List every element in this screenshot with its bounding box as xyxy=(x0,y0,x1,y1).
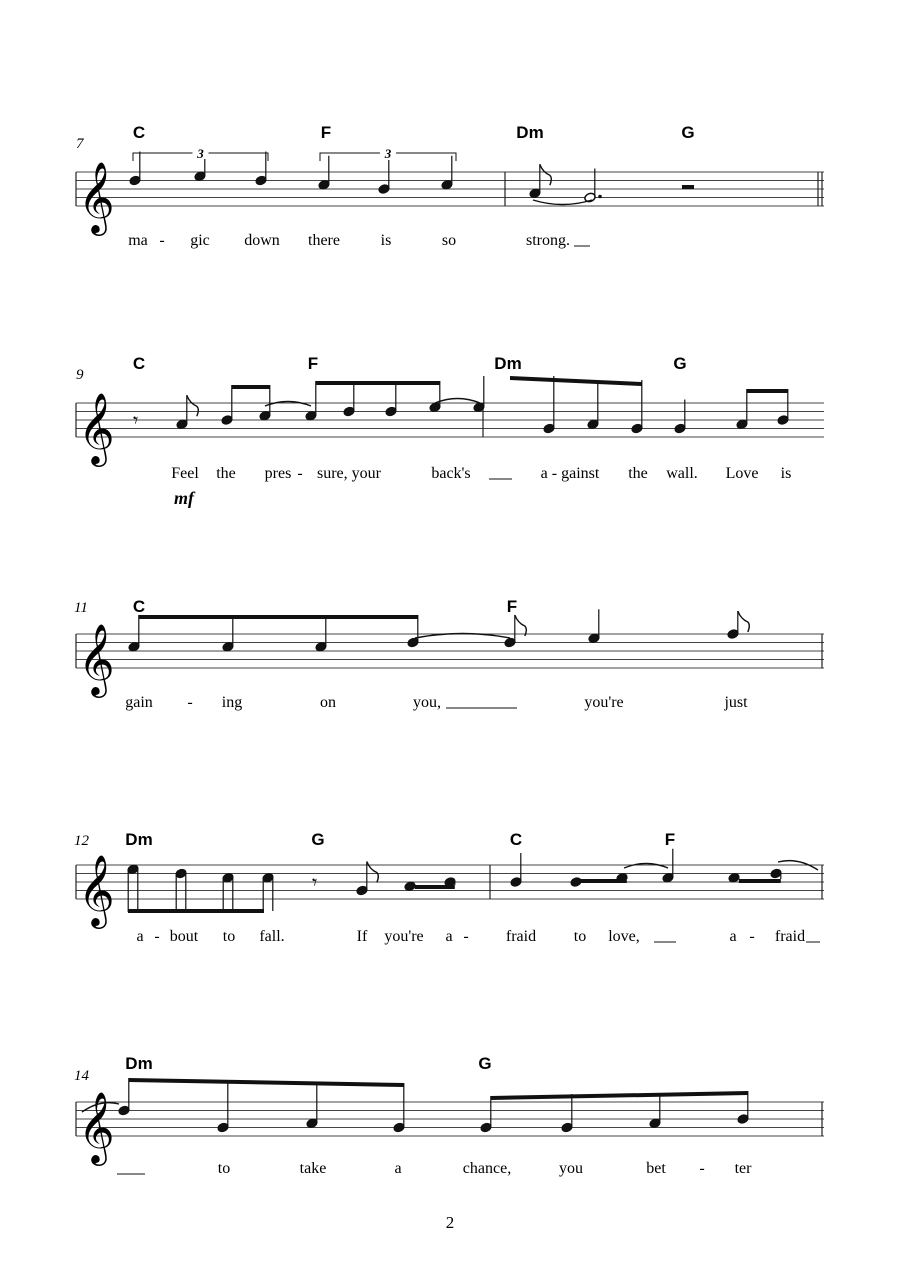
lyric-syllable: - xyxy=(297,465,303,482)
eighth-rest: 𝄾 xyxy=(312,870,318,894)
lyric-syllable: on xyxy=(320,694,336,711)
dynamic-marking: mf xyxy=(174,488,194,508)
lyric-syllable: sure, your xyxy=(317,465,381,482)
chord-symbol: F xyxy=(320,123,332,142)
lyric-syllable: strong. xyxy=(526,232,570,249)
lyric-syllable: the xyxy=(628,465,648,482)
lyric-syllable: is xyxy=(780,465,792,482)
lyric-syllable: the xyxy=(216,465,236,482)
lyric-syllable: fall. xyxy=(259,928,285,945)
treble-clef: 𝄞 xyxy=(78,853,115,926)
lyric-syllable: - xyxy=(699,1160,705,1177)
lyric-syllable: - xyxy=(154,928,160,945)
lyric-syllable: you're xyxy=(584,694,624,711)
chord-symbol: G xyxy=(311,830,325,849)
lyric-syllable: pres xyxy=(264,465,292,482)
lyric-syllable: Feel xyxy=(171,465,199,482)
note-beam xyxy=(747,389,788,393)
chord-symbol: C xyxy=(509,830,523,849)
lyric-syllable: wall. xyxy=(666,465,698,482)
chord-symbol: F xyxy=(307,354,319,373)
treble-clef: 𝄞 xyxy=(78,391,115,464)
lyric-syllable: - xyxy=(187,694,193,711)
treble-clef: 𝄞 xyxy=(78,622,115,695)
measure-number: 11 xyxy=(74,600,88,616)
lyric-syllable: to xyxy=(222,928,236,945)
note-beam xyxy=(129,1078,404,1087)
lyric-syllable: a xyxy=(445,928,453,945)
lyric-syllable: a xyxy=(394,1160,402,1177)
chord-symbol: C xyxy=(132,354,146,373)
lyric-syllable: to xyxy=(217,1160,231,1177)
note-beam xyxy=(139,615,418,619)
tie xyxy=(265,402,311,407)
chord-symbol: C xyxy=(132,123,146,142)
tie xyxy=(533,200,592,205)
chord-symbol: G xyxy=(478,1054,492,1073)
chord-symbol: G xyxy=(673,354,687,373)
lyric-syllable: ing xyxy=(221,694,243,711)
tie xyxy=(435,399,480,404)
lyric-syllable: there xyxy=(308,232,340,249)
lyric-syllable: chance, xyxy=(462,1160,512,1177)
lyric-syllable: - xyxy=(159,232,165,249)
lyric-syllable: fraid xyxy=(774,928,806,945)
lyric-syllable: a xyxy=(729,928,737,945)
note-beam xyxy=(491,1091,748,1100)
lyric-syllable: gain xyxy=(125,694,153,711)
page-number: 2 xyxy=(445,1213,455,1232)
lyric-syllable: ter xyxy=(734,1160,752,1177)
lyric-syllable: ma xyxy=(128,232,148,249)
notation xyxy=(82,147,822,1136)
lyric-syllable: just xyxy=(724,694,748,711)
lyric-syllable: you, xyxy=(413,694,441,711)
lyric-syllable: so xyxy=(441,232,457,249)
measure-number: 7 xyxy=(76,136,84,152)
measure-number: 12 xyxy=(74,833,89,849)
chord-symbol: Dm xyxy=(125,1054,153,1073)
lyric-syllable: - xyxy=(463,928,469,945)
tie xyxy=(624,864,668,869)
note-beam xyxy=(415,885,455,889)
note-beam xyxy=(316,381,440,385)
note-beam xyxy=(128,909,264,913)
lyric-syllable: you xyxy=(559,1160,583,1177)
lyric-syllable: If xyxy=(356,928,368,945)
chord-symbol: Dm xyxy=(125,830,153,849)
treble-clef: 𝄞 xyxy=(78,160,115,233)
lyric-syllable: back's xyxy=(431,465,471,482)
lyric-syllable: you're xyxy=(384,928,424,945)
lyric-syllable: - xyxy=(749,928,755,945)
lyric-syllable: to xyxy=(573,928,587,945)
half-rest xyxy=(682,185,694,189)
chord-symbol: Dm xyxy=(494,354,522,373)
treble-clef: 𝄞 xyxy=(78,1090,115,1163)
labels xyxy=(74,123,820,1177)
lyric-syllable: a xyxy=(136,928,144,945)
lyric-syllable: is xyxy=(380,232,392,249)
note-beam xyxy=(581,879,627,883)
chord-symbol: C xyxy=(132,597,146,616)
eighth-rest: 𝄾 xyxy=(133,408,139,432)
note-flag xyxy=(187,395,199,416)
lyric-syllable: Love xyxy=(725,465,759,482)
note-beam xyxy=(739,879,781,883)
measure-number: 14 xyxy=(74,1068,89,1084)
chord-symbol: Dm xyxy=(516,123,544,142)
lyric-syllable: bet xyxy=(646,1160,666,1177)
note-beam xyxy=(232,385,270,389)
note-flag xyxy=(540,164,552,185)
lyric-syllable: take xyxy=(299,1160,327,1177)
chord-symbol: F xyxy=(506,597,518,616)
lyric-syllable: a - gainst xyxy=(540,465,600,482)
lyric-syllable: down xyxy=(244,232,280,249)
lyric-syllable: gic xyxy=(190,232,210,249)
note-head xyxy=(570,877,582,888)
chord-symbol: G xyxy=(681,123,695,142)
note-flag xyxy=(738,611,750,632)
lyric-syllable: love, xyxy=(608,928,640,945)
staves xyxy=(76,160,824,1166)
lyric-syllable: fraid xyxy=(505,928,537,945)
note-flag xyxy=(515,615,527,636)
augmentation-dot xyxy=(598,195,602,199)
tuplet-number: 3 xyxy=(197,146,204,161)
measure-number: 9 xyxy=(76,367,84,383)
lyric-syllable: bout xyxy=(169,928,199,945)
chord-symbol: F xyxy=(664,830,676,849)
tuplet-number: 3 xyxy=(384,146,392,161)
note-beam xyxy=(510,376,642,386)
